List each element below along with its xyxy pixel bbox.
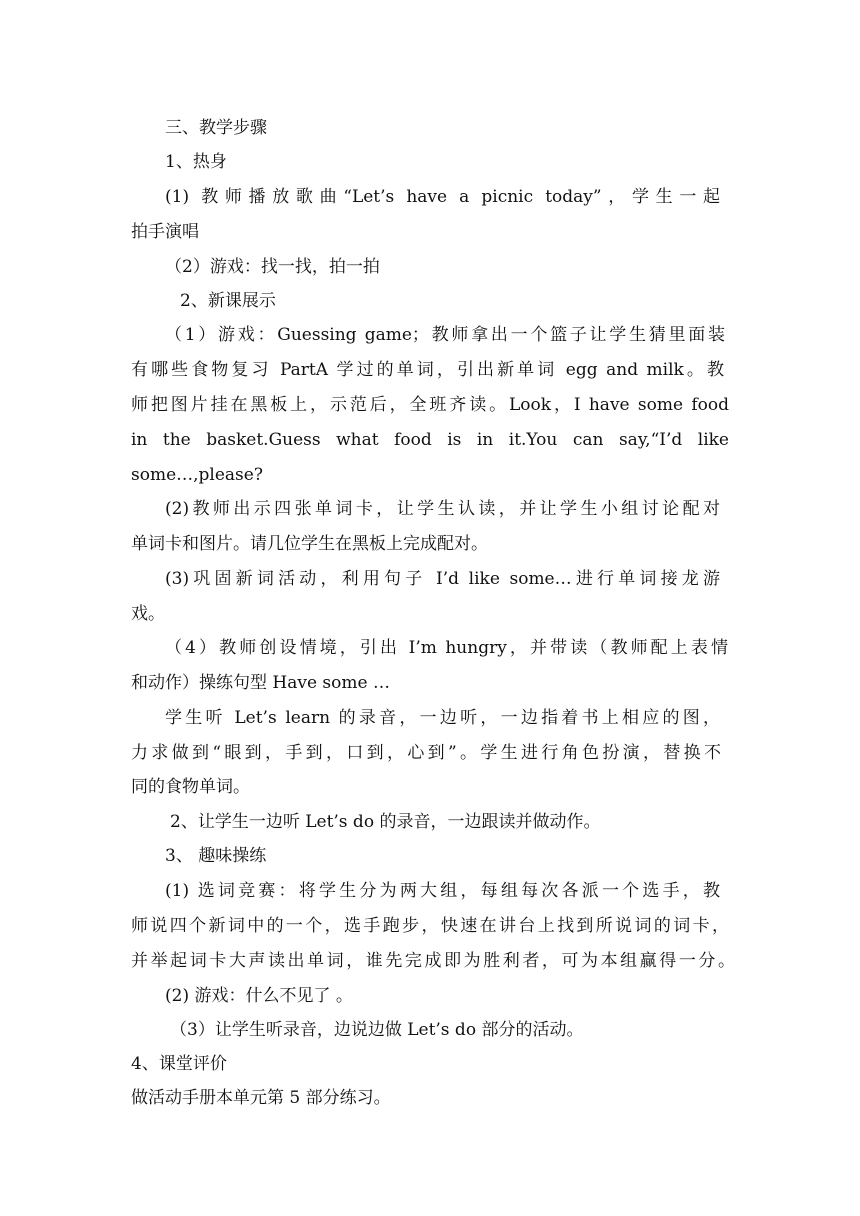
step-heading-class-evaluation: 4、课堂评价 — [131, 1054, 227, 1074]
paragraph-line: 做活动手册本单元第 5 部分练习。 — [131, 1088, 391, 1108]
paragraph-line: （3）让学生听录音，边说边做 Let’s do 部分的活动。 — [170, 1020, 584, 1040]
paragraph-line: some…,please? — [131, 465, 263, 485]
paragraph-line: (2) 游戏：什么不见了 。 — [165, 986, 353, 1006]
paragraph-line: 戏。 — [131, 604, 165, 624]
step-heading-new-lesson: 2、新课展示 — [180, 291, 276, 311]
paragraph-line: 和动作）操练句型 Have some … — [131, 673, 390, 693]
paragraph-line: （2）游戏：找一找，拍一拍 — [165, 257, 380, 277]
paragraph-line: （1）游戏：Guessing game；教师拿出一个篮子让学生猜里面装 — [165, 325, 725, 345]
paragraph-line: 单词卡和图片。请几位学生在黑板上完成配对。 — [131, 534, 488, 554]
paragraph-line: 师把图片挂在黑板上，示范后，全班齐读。Look，I have some food — [131, 395, 729, 415]
paragraph-line: （4）教师创设情境，引出 I’m hungry，并带读（教师配上表情 — [165, 638, 728, 658]
paragraph-line: (2)教师出示四张单词卡，让学生认读，并让学生小组讨论配对 — [165, 499, 720, 519]
paragraph-line: 力求做到“眼到，手到，口到，心到”。学生进行角色扮演，替换不 — [131, 743, 721, 763]
section-heading-teaching-steps: 三、教学步骤 — [165, 118, 267, 138]
paragraph-line: 学生听 Let’s learn 的录音，一边听，一边指着书上相应的图， — [165, 708, 720, 728]
step-line-lets-do: 2、让学生一边听 Let’s do 的录音，一边跟读并做动作。 — [170, 812, 601, 832]
paragraph-line: 拍手演唱 — [131, 222, 199, 242]
step-heading-fun-practice: 3、 趣味操练 — [165, 846, 267, 866]
step-heading-warmup: 1、热身 — [165, 152, 227, 172]
paragraph-line: (1) 教师播放歌曲“Let’s have a picnic today”，学生一起 — [165, 187, 720, 207]
paragraph-line: (3)巩固新词活动，利用句子 I’d like some…进行单词接龙游 — [165, 569, 720, 589]
paragraph-line: in the basket.Guess what food is in it.You can say,“I’d like — [131, 430, 729, 450]
paragraph-line: 师说四个新词中的一个，选手跑步，快速在讲台上找到所说词的词卡， — [131, 916, 729, 936]
paragraph-line: 并举起词卡大声读出单词，谁先完成即为胜利者，可为本组赢得一分。 — [131, 951, 735, 971]
paragraph-line: 同的食物单词。 — [131, 777, 250, 797]
paragraph-line: (1) 选词竞赛：将学生分为两大组，每组每次各派一个选手，教 — [165, 881, 720, 901]
paragraph-line: 有哪些食物复习 PartA 学过的单词，引出新单词 egg and milk。教 — [131, 360, 724, 380]
